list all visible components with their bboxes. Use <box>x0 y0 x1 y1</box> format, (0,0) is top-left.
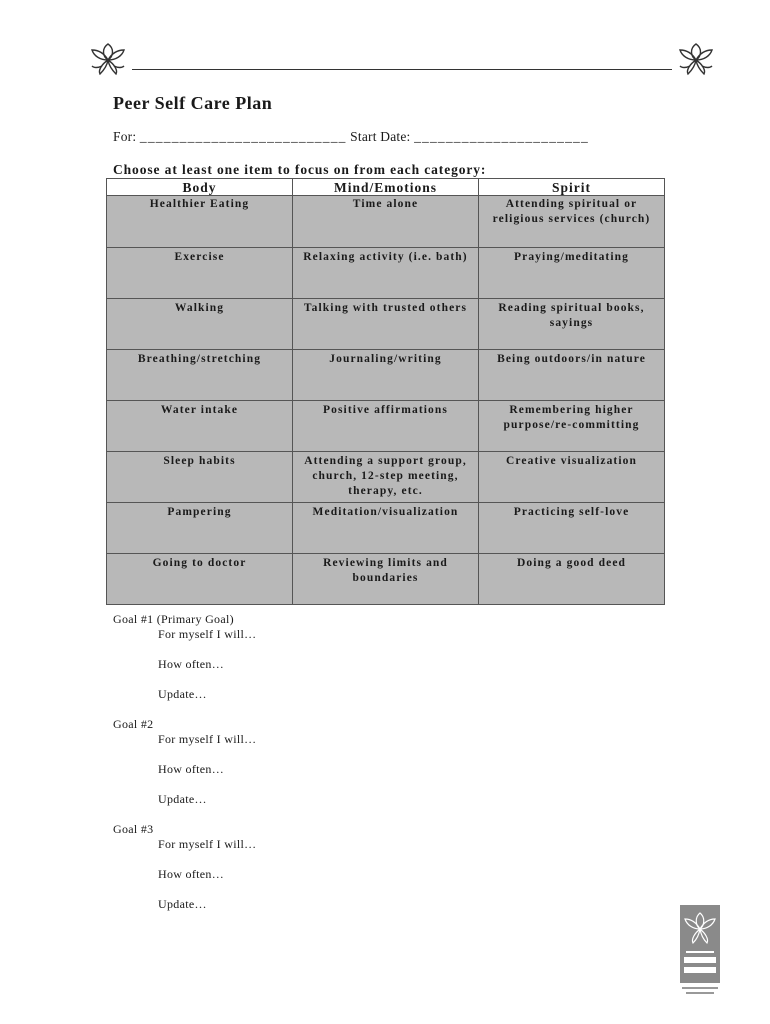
table-cell: Talking with trusted others <box>293 299 479 350</box>
table-row <box>107 503 665 554</box>
table-cell: Pampering <box>107 503 293 554</box>
table-row <box>107 452 665 503</box>
goal-3 <box>113 822 256 912</box>
table-cell: Journaling/writing <box>293 350 479 401</box>
table-cell: Creative visualization <box>479 452 665 503</box>
table-row <box>107 401 665 452</box>
table-cell: Being outdoors/in nature <box>479 350 665 401</box>
table-row <box>107 248 665 299</box>
self-care-table <box>106 178 665 605</box>
table-row <box>107 196 665 248</box>
table-cell: Walking <box>107 299 293 350</box>
goal-frequency: How often… <box>158 867 224 881</box>
table-row <box>107 554 665 605</box>
goal-commitment: For myself I will… <box>158 732 257 746</box>
goal-1 <box>113 612 256 717</box>
page-title: Peer Self Care Plan <box>113 93 273 113</box>
table-cell: Praying/meditating <box>479 248 665 299</box>
for-line <box>113 129 589 145</box>
table-cell: Healthier Eating <box>107 196 293 248</box>
table-cell: Going to doctor <box>107 554 293 605</box>
header-body: Body <box>107 179 293 196</box>
header-mind-emotions: Mind/Emotions <box>293 179 479 196</box>
table-cell: Reviewing limits and boundaries <box>293 554 479 605</box>
table-header-row <box>107 179 665 196</box>
for-blank: __________________________ <box>139 129 347 144</box>
goal-title: Goal #2 <box>113 717 154 731</box>
table-row <box>107 350 665 401</box>
goal-update: Update… <box>158 792 207 806</box>
header-spirit: Spirit <box>479 179 665 196</box>
start-date-label: Start Date: <box>350 129 411 144</box>
for-label: For: <box>113 129 137 144</box>
lotus-ornament-right-icon <box>676 38 716 78</box>
table-row <box>107 299 665 350</box>
table-cell: Remembering higher purpose/re-committing <box>479 401 665 452</box>
table-cell: Attending spiritual or religious services (church) <box>479 196 665 248</box>
table-cell: Doing a good deed <box>479 554 665 605</box>
goal-update: Update… <box>158 897 207 911</box>
goal-update: Update… <box>158 687 207 701</box>
goal-title: Goal #1 (Primary Goal) <box>113 612 234 626</box>
header-rule <box>132 69 672 70</box>
table-cell: Breathing/stretching <box>107 350 293 401</box>
goal-2 <box>113 717 256 822</box>
table-cell: Attending a support group, church, 12-step meeting, therapy, etc. <box>293 452 479 503</box>
table-cell: Sleep habits <box>107 452 293 503</box>
start-date-blank: ______________________ <box>414 129 589 144</box>
goal-commitment: For myself I will… <box>158 627 257 641</box>
lotus-ornament-left-icon <box>88 38 128 78</box>
table-cell: Exercise <box>107 248 293 299</box>
table-cell: Relaxing activity (i.e. bath) <box>293 248 479 299</box>
instruction-text: Choose at least one item to focus on from each category: <box>113 162 487 177</box>
table-cell: Reading spiritual books, sayings <box>479 299 665 350</box>
goal-title: Goal #3 <box>113 822 154 836</box>
table-cell: Meditation/visualization <box>293 503 479 554</box>
table-cell: Positive affirmations <box>293 401 479 452</box>
goal-frequency: How often… <box>158 762 224 776</box>
lotus-project-logo-icon <box>676 905 724 997</box>
goals-section <box>113 612 256 912</box>
table-cell: Practicing self-love <box>479 503 665 554</box>
goal-commitment: For myself I will… <box>158 837 257 851</box>
table-cell: Water intake <box>107 401 293 452</box>
table-cell: Time alone <box>293 196 479 248</box>
goal-frequency: How often… <box>158 657 224 671</box>
